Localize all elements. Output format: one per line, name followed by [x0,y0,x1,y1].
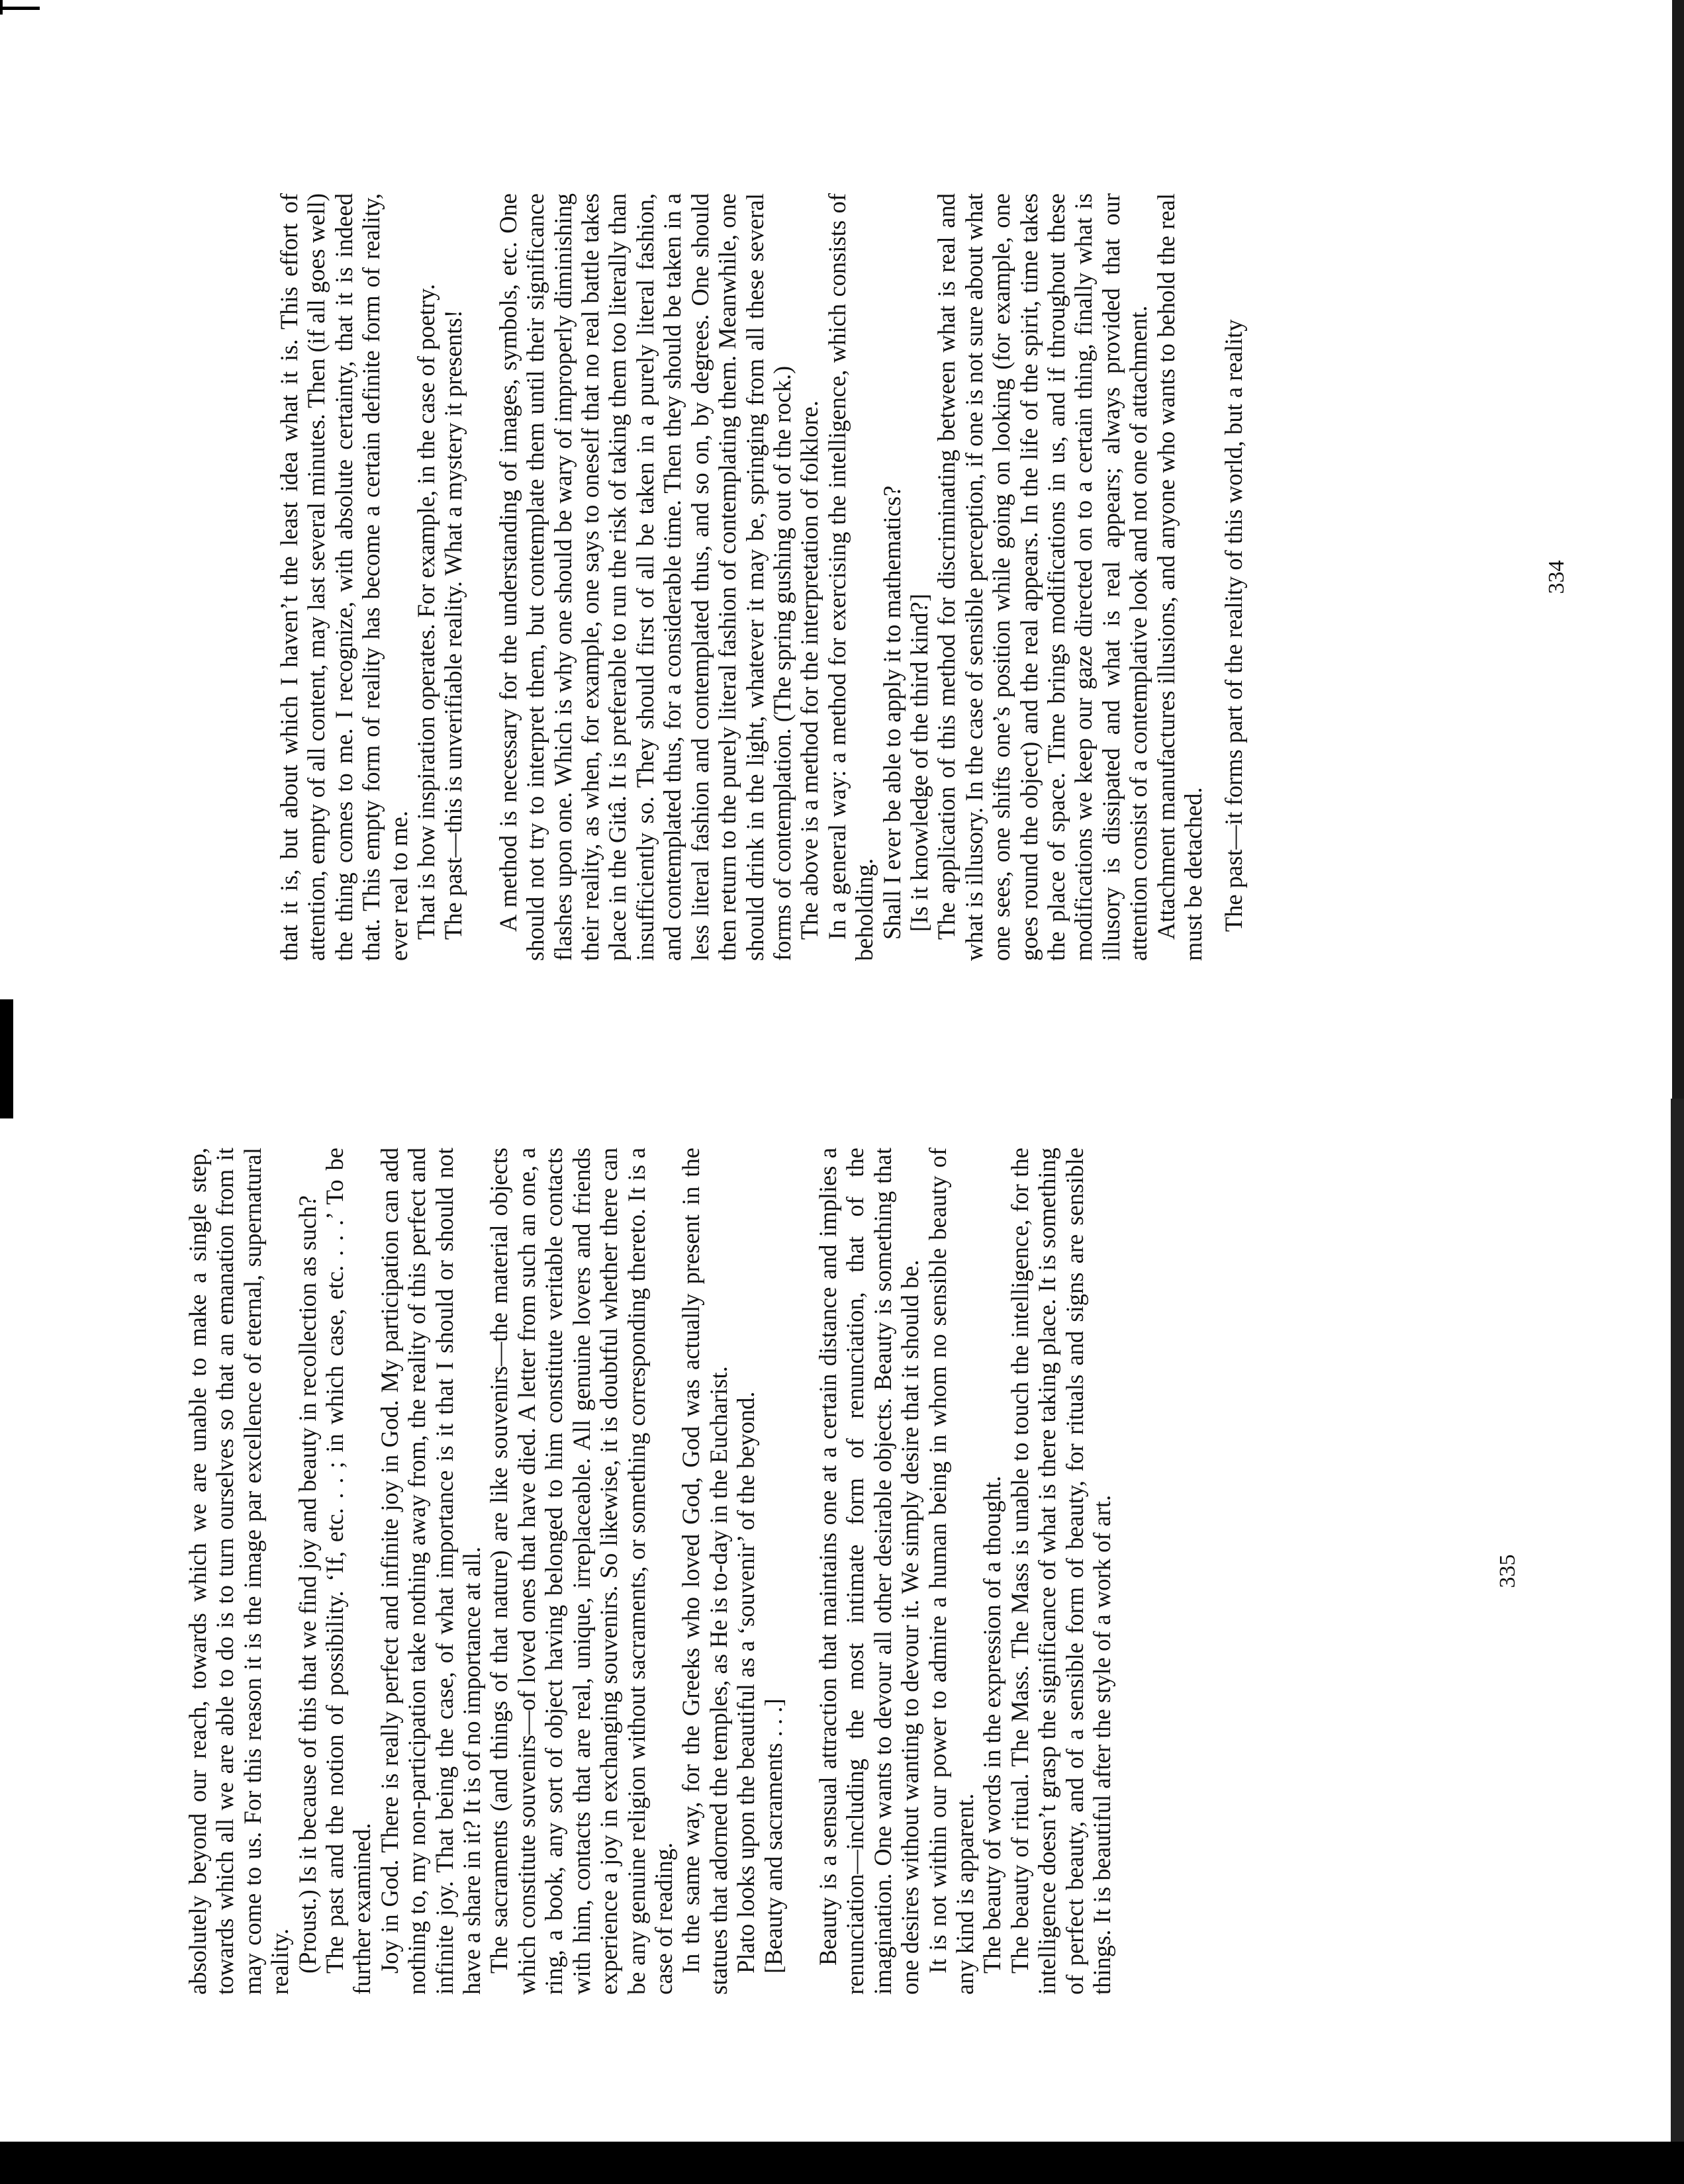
page-335 [184,1148,1520,1995]
paragraph: The past—this is unverifiable reality. What a mystery it presents! [440,310,467,940]
paragraph: Plato looks upon the beautiful as a ‘souvenir’ of the beyond. [732,1391,760,1974]
paragraph: that it is, but about which I haven’t the least idea what it is. This effort of attention, empty of all content, may last several minutes. Then (if all goes well) the thing comes to me. I recognize, with absolute certainty, that it is indeed that. This empty form of reality has become a certain definite form of reality, ever real to me. [275,193,412,961]
page-number: 334 [1544,560,1569,594]
scan-edge-mark [0,999,13,1118]
paragraph: The beauty of ritual. The Mass. The Mass is unable to touch the intelligence, for the intelligence doesn’t grasp the significance of what is there taking place. It is something of perfect beauty, and of a sensible form of beauty, for rituals and signs are sensible things. It is beautiful after the style of a work of art. [1006,1148,1115,1995]
paragraph: Attachment manufactures illusions, and anyone who wants to behold the real must be detached. [1152,193,1207,961]
paragraph: In the same way, for the Greeks who loved God, God was actually present in the statues that adorned the temples, as He is to-day in the Eucharist. [677,1148,732,1995]
paragraph: In a general way: a method for exercising the intelligence, which consists of beholding. [823,193,878,961]
paragraph: The above is a method for the interpretation of folklore. [796,400,823,940]
scan-edge-mark [1671,1099,1684,2144]
paragraph: That is how inspiration operates. For example, in the case of poetry. [412,284,440,940]
paragraph: It is not within our power to admire a human being in whom no sensible beauty of any kind is apparent. [923,1148,978,1995]
paragraph: [Beauty and sacraments . . .] [759,1698,787,1974]
scan-edge-mark [1672,0,1684,1112]
paragraph: (Proust.) Is it because of this that we find joy and beauty in recollection as such? [293,1195,321,1974]
scan-corner-mark [0,0,3,15]
page-number: 335 [1495,1554,1520,1588]
scan-corner-mark [0,7,40,10]
page-334 [275,193,1569,961]
paragraph: The past and the notion of possibility. ‘If, etc. . . ; in which case, etc. . . .’ To be further examined. [321,1148,376,1995]
paragraph: The past—it forms part of the reality of this world, but a reality [1220,319,1248,932]
paragraph: Joy in God. There is really perfect and infinite joy in God. My participation can add nothing to, my non-participation take nothing away from, the reality of this perfect and infinite joy. That being the case, of what importance is it that I should or should not have a share in it? It is of no importance at all. [375,1148,486,1995]
paragraph: Beauty is a sensual attraction that maintains one at a certain distance and implies a renunciation—including the most intimate form of renunciation, that of the imagination. One wants to devour all other desirable objects. Beauty is something that one desires without wanting to devour it. We simply desire that it should be. [814,1148,924,1995]
paragraph: A method is necessary for the understanding of images, symbols, etc. One should not try to interpret them, but contemplate them until their significance flashes upon one. Which is why one should be wary of improperly diminishing their reality, as when, for example, one says to oneself that no real battle takes place in the Gitâ. It is preferable to run the risk of taking them too literally than insufficiently so. They should first of all be taken in a purely literal fashion, and contemplated thus, for a considerable time. Then they should be taken in a less literal fashion and contemplated thus, and so on, by degrees. One should then return to the purely literal fashion of contemplating them. Meanwhile, one should drink in the light, whatever it may be, springing from all these several forms of contemplation. (The spring gushing out of the rock.) [494,193,796,961]
paragraph: The beauty of words in the expression of a thought. [978,1475,1006,1974]
paragraph: absolutely beyond our reach, towards which we are unable to make a single step, towards which all we are able to do is to turn ourselves so that an emanation from it may come to us. For this reason it is the image par excellence of eternal, supernatural reality. [184,1148,294,1995]
paragraph: The application of this method for discriminating between what is real and what is illusory. In the case of sensible perception, if one is not sure about what one sees, one shifts one’s position while going on looking (for example, one goes round the object) and the real appears. In the life of the spirit, time takes the place of space. Time brings modifications in us, and if throughout these modifications we keep our gaze directed on to a certain thing, finally what is illusory is dissipated and what is real appears; always provided that our attention consist of a contemplative look and not one of attachment. [933,193,1152,961]
scan-bottom-band [0,2142,1684,2184]
paragraph: Shall I ever be able to apply it to mathematics? [878,485,906,940]
paragraph: [Is it knowledge of the third kind?] [905,594,933,932]
paragraph: The sacraments (and things of that nature) are like souvenirs—the material objects which constitute souvenirs—of loved ones that have died. A letter from such an one, a ring, a book, any sort of object having belonged to him constitute veritable contacts with him, contacts that are real, unique, irreplaceable. All genuine lovers and friends experience a joy in exchanging souvenirs. So likewise, it is doubtful whether there can be any genuine religion without sacraments, or something corresponding thereto. It is a case of reading. [485,1148,677,1995]
